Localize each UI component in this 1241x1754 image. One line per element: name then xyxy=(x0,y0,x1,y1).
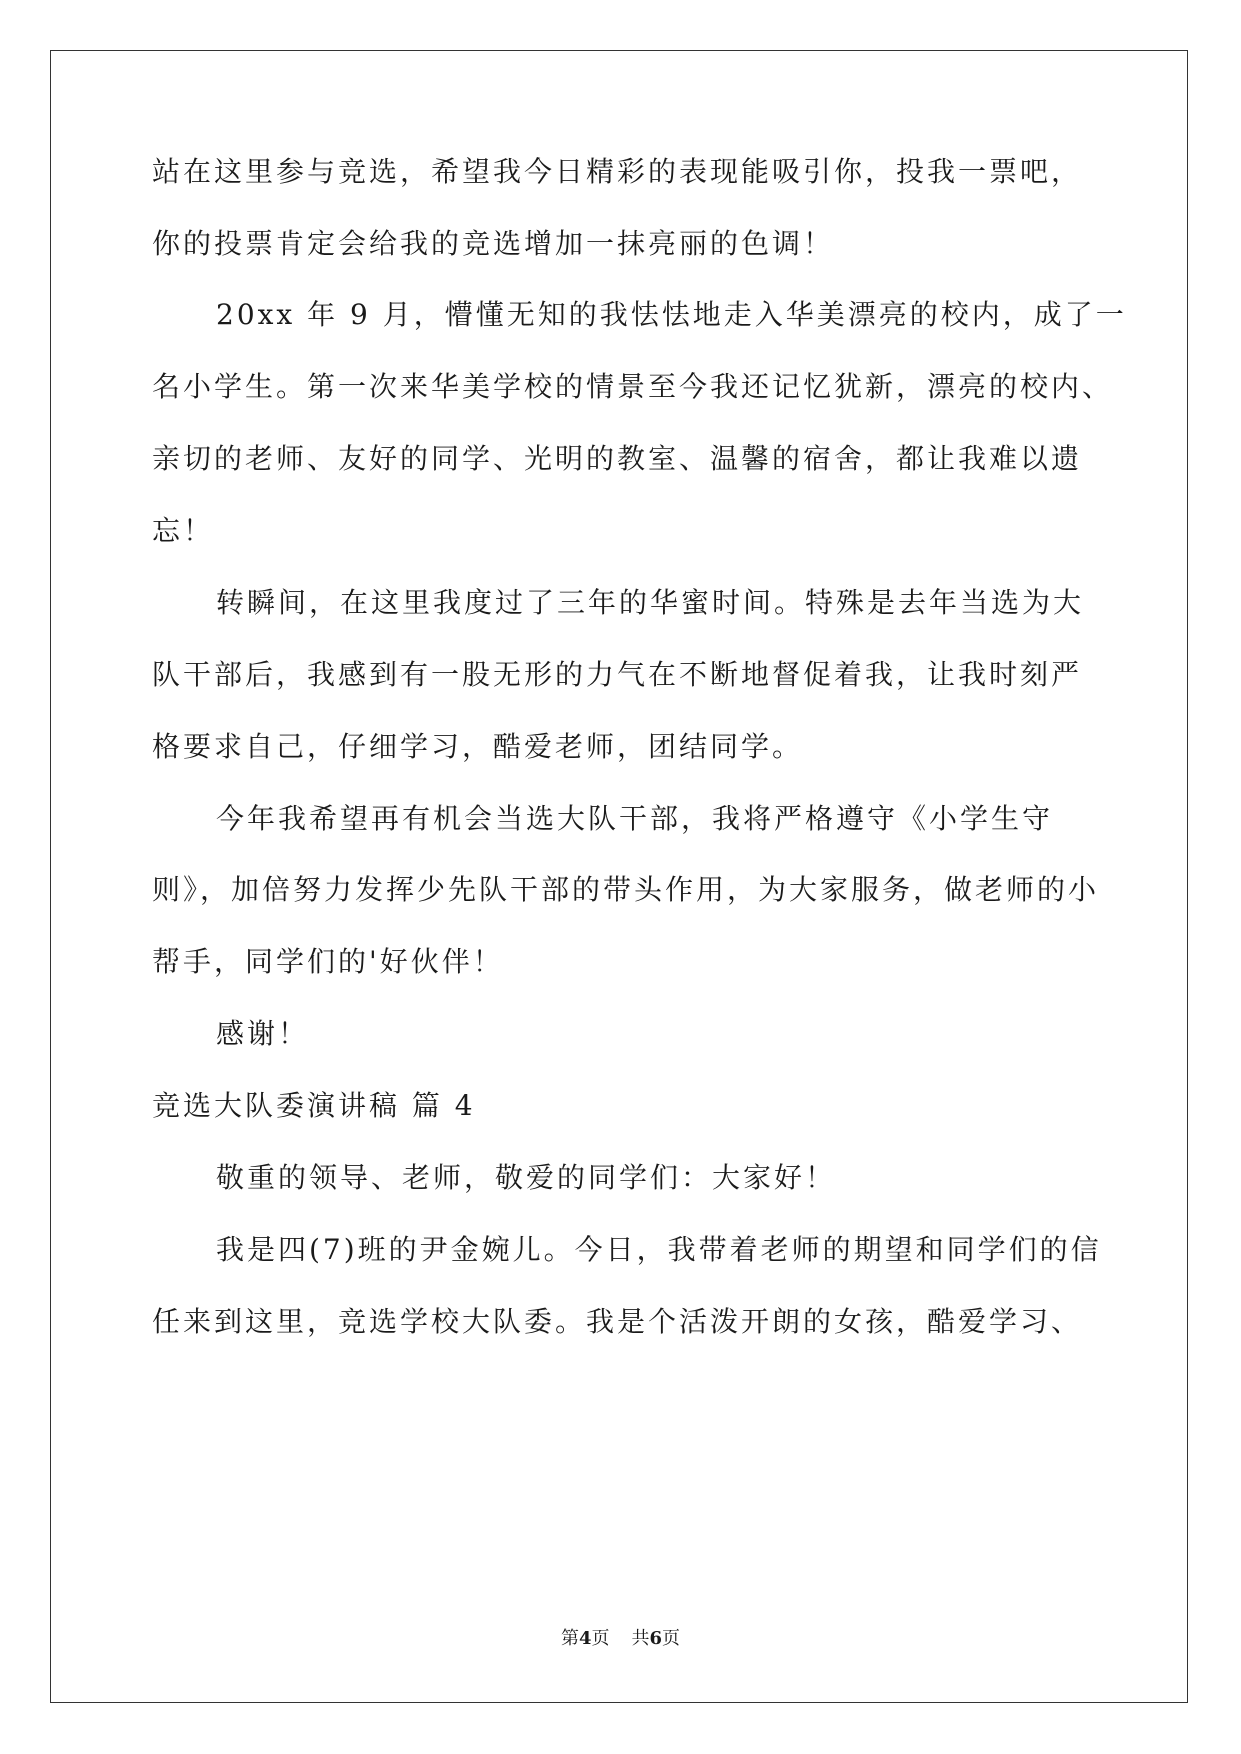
text-line: 你的投票肯定会给我的竞选增加一抹亮丽的色调！ xyxy=(152,227,835,260)
footer-prefix: 第 xyxy=(560,1628,579,1649)
total-page-number: 6 xyxy=(649,1628,663,1649)
text-line: 名小学生。第一次来华美学校的情景至今我还记忆犹新，漂亮的校内、 xyxy=(152,370,1114,403)
section-heading: 竞选大队委演讲稿 篇 4 xyxy=(152,1089,476,1122)
footer-total-suffix: 页 xyxy=(662,1628,681,1649)
text-line: 转瞬间，在这里我度过了三年的华蜜时间。特殊是去年当选为大 xyxy=(216,586,1085,619)
text-line: 亲切的老师、友好的同学、光明的教室、温馨的宿舍，都让我难以遗 xyxy=(152,442,1083,475)
current-page-number: 4 xyxy=(578,1628,592,1649)
text-line: 站在这里参与竞选，希望我今日精彩的表现能吸引你，投我一票吧， xyxy=(152,155,1083,188)
text-line: 格要求自己，仔细学习，酷爱老师，团结同学。 xyxy=(152,730,804,763)
text-line: 忘！ xyxy=(152,514,215,547)
text-line: 则》，加倍努力发挥少先队干部的带头作用，为大家服务，做老师的小 xyxy=(152,873,1100,906)
text-line: 20xx 年 9 月，懵懂无知的我怯怯地走入华美漂亮的校内，成了一 xyxy=(216,298,1127,331)
text-line: 我是四(7)班的尹金婉儿。今日，我带着老师的期望和同学们的信 xyxy=(216,1233,1102,1266)
footer-page-suffix: 页 xyxy=(591,1628,610,1649)
page-footer xyxy=(0,1627,1241,1651)
text-line: 敬重的领导、老师，敬爱的同学们：大家好！ xyxy=(216,1161,837,1194)
text-line: 感谢！ xyxy=(216,1017,310,1050)
text-line: 今年我希望再有机会当选大队干部，我将严格遵守《小学生守 xyxy=(216,802,1054,835)
text-line: 队干部后，我感到有一股无形的力气在不断地督促着我，让我时刻严 xyxy=(152,658,1083,691)
text-line: 帮手，同学们的'好伙伴！ xyxy=(152,945,504,978)
text-line: 任来到这里，竞选学校大队委。我是个活泼开朗的女孩，酷爱学习、 xyxy=(152,1305,1083,1338)
footer-total-prefix: 共 xyxy=(631,1628,650,1649)
